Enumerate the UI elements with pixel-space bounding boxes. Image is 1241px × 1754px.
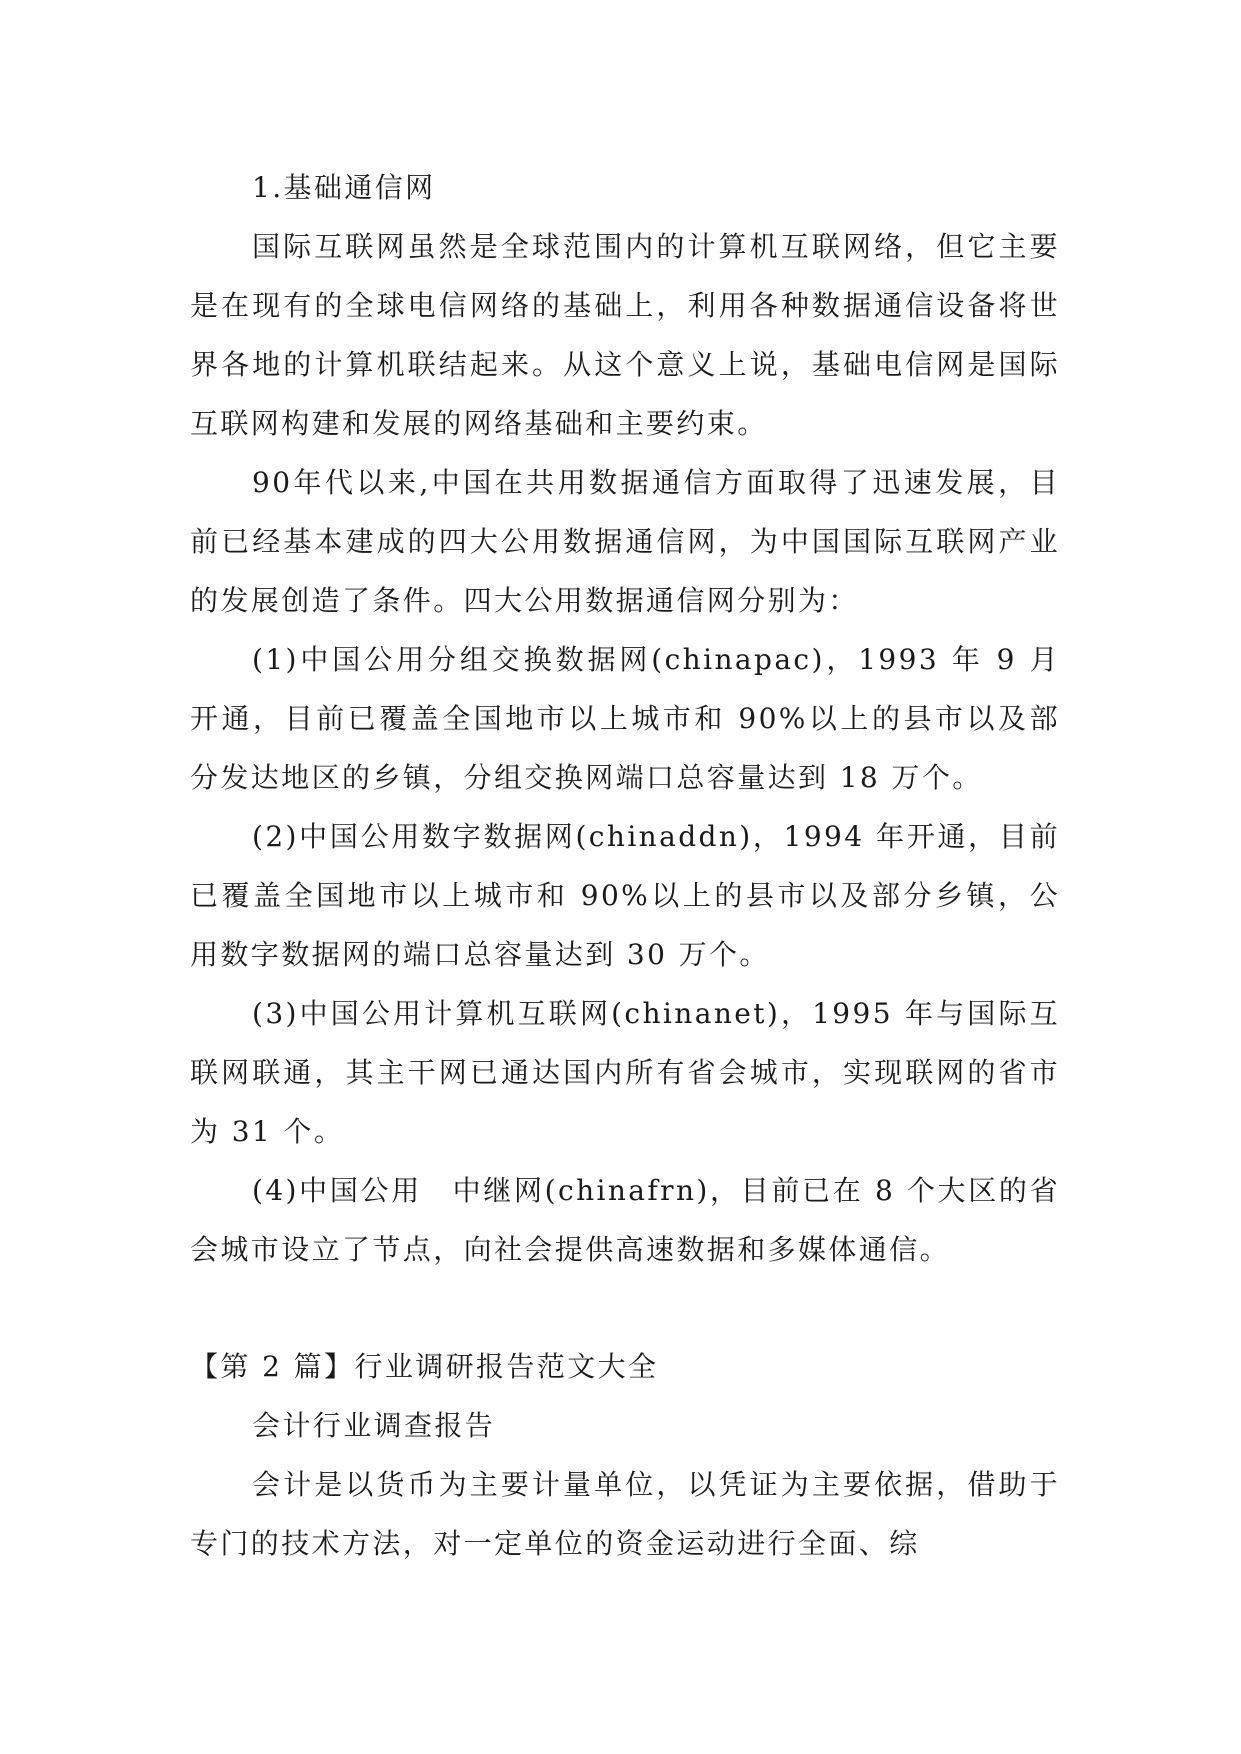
report-title: 会计行业调查报告 xyxy=(252,1409,496,1442)
paragraph-four-networks-intro: 90年代以来,中国在共用数据通信方面取得了迅速发展，目前已经基本建成的四大公用数据通信网，为中国国际互联网产业的发展创造了条件。四大公用数据通信网分别为： xyxy=(190,466,1060,617)
paragraph-chinafrn: (4)中国公用 中继网(chinafrn)，目前已在 8 个大区的省会城市设立了节点，向社会提供高速数据和多媒体通信。 xyxy=(190,1174,1060,1266)
paragraph-chinaddn: (2)中国公用数字数据网(chinaddn)，1994 年开通，目前已覆盖全国地市以上城市和 90%以上的县市以及部分乡镇，公用数字数据网的端口总容量达到 30 万个。 xyxy=(190,820,1060,971)
article-title-part-2: 【第 2 篇】行业调研报告范文大全 xyxy=(190,1350,659,1383)
section-heading-basic-network: 1.基础通信网 xyxy=(252,171,436,204)
document-body xyxy=(190,158,1060,1573)
paragraph-chinapac: (1)中国公用分组交换数据网(chinapac)，1993 年 9 月开通，目前已覆盖全国地市以上城市和 90%以上的县市以及部分发达地区的乡镇，分组交换网端口总容量达到 18 万个。 xyxy=(190,643,1060,794)
paragraph-accounting-definition: 会计是以货币为主要计量单位，以凭证为主要依据，借助于专门的技术方法，对一定单位的资金运动进行全面、综 xyxy=(190,1468,1060,1560)
paragraph-internet-overview: 国际互联网虽然是全球范围内的计算机互联网络，但它主要是在现有的全球电信网络的基础上，利用各种数据通信设备将世界各地的计算机联结起来。从这个意义上说，基础电信网是国际互联网构建和发展的网络基础和主要约束。 xyxy=(190,230,1060,440)
paragraph-chinanet: (3)中国公用计算机互联网(chinanet)，1995 年与国际互联网联通，其主干网已通达国内所有省会城市，实现联网的省市为 31 个。 xyxy=(190,997,1060,1148)
